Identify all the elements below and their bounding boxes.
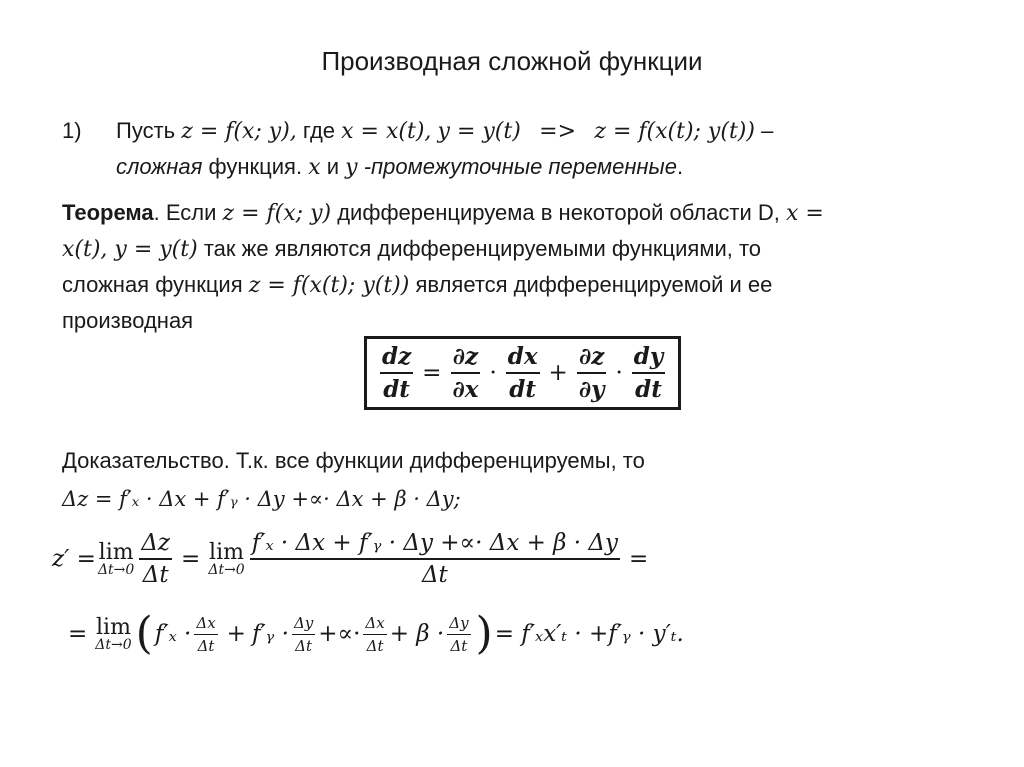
period: . [676,154,684,179]
beta-term: + β · [389,621,445,647]
expr-y: y = y(t) [437,119,521,144]
frac-big: $\frac{\text{f′ₓ · Δx + f′ᵧ · Δy +∝· Δx + β · Δy}}{\Delta t}$ [251,530,619,588]
theorem-line2 [62,232,761,267]
frac-dy-dt-small: $\frac{\Delta y}{\Delta t}$ [293,613,314,655]
eq-sign-2: = [181,546,201,572]
lim-3: lim Δt→0 [95,615,132,653]
right-paren: ) [475,608,493,659]
frac-dz-dt: $\frac{dz}{dt}$ [382,343,412,403]
lim-2: lim Δt→0 [208,540,245,578]
eq-sign: = [422,360,442,386]
item-number: 1) [62,118,82,143]
word-let: Пусть [116,118,176,143]
chain-rule-formula [364,336,681,410]
item1-line1 [116,114,773,149]
proof-line2: Δz = f′ₓ · Δx + f′ᵧ · Δy +∝· Δx + β · Δy; [62,487,461,511]
theorem-text3a: сложная функция [62,272,243,297]
theorem-line3 [62,268,772,303]
frac-dz-dx: $\frac{\partial z}{\partial x}$ [452,343,479,403]
word-intermediate: -промежуточные переменные [363,154,677,179]
theorem-expr1: z = f(x; y) [222,201,332,226]
theorem-expr3: z = f(x(t); y(t)) [248,273,410,298]
theorem-text2: так же являются дифференцируемыми функциями, то [203,236,762,261]
alpha-term: +∝· [318,621,361,647]
eq-sign-3: = [629,546,649,572]
frac-dy-dt: $\frac{dy}{dt}$ [633,343,664,403]
frac-dy-dt-small-2: $\frac{\Delta y}{\Delta t}$ [449,613,469,655]
proof-line1: Доказательство. Т.к. все функции дифференцируемы, то [62,448,645,473]
expr-composite: z = f(x(t); y(t)) [594,119,755,144]
lim-1: lim Δt→0 [97,540,135,578]
left-paren: ( [135,608,153,659]
result-term: = f′ₓx′ₜ · +f′ᵧ · y′ₜ. [494,621,684,647]
frac-dx-dt: $\frac{dx}{dt}$ [507,343,538,403]
dot-sign: · [489,360,497,386]
frac-dx-dt-small-2: $\frac{\Delta x}{\Delta t}$ [365,613,385,655]
frac-dx-dt-small: $\frac{\Delta x}{\Delta t}$ [196,613,216,655]
theorem-expr2: x(t), y = y(t) [62,237,198,262]
var-x: x [308,155,321,180]
fx-term: f′ₓ · [154,621,192,647]
item1-line2 [116,150,683,185]
word-function: функция. [208,154,303,179]
theorem-text1b: дифференцируема в некоторой области D, [337,200,780,225]
fy-term: f′ᵧ · [251,621,289,647]
z-prime: z′ = [52,546,96,572]
frac-delta-z-t: $\frac{\Delta z}{\Delta t}$ [141,530,171,588]
theorem-text1a: . Если [153,200,217,225]
plus-sign: + [548,360,568,386]
theorem-line1 [62,196,824,231]
word-complex: сложная [116,154,203,179]
var-y: y [345,155,358,180]
limit-line-2 [62,608,684,659]
expr-x: x = x(t), [341,119,432,144]
arrow: => [539,119,577,144]
eq-sign-4: = [68,621,88,647]
theorem-text3b: является дифференцируемой и ее [415,272,773,297]
theorem-line4: производная [62,308,194,333]
word-and: и [326,154,340,179]
frac-dz-dy: $\frac{\partial z}{\partial y}$ [578,343,605,403]
plus-sign-2: + [226,621,246,647]
dash: – [761,118,774,143]
dot-sign-2: · [615,360,623,386]
theorem-label: Теорема [62,200,154,225]
expr-z: z = f(x; y), [181,119,297,144]
slide-title: Производная сложной функции [321,46,703,76]
theorem-expr1b: x = [786,201,824,226]
limit-line-1 [52,530,654,588]
word-where: где [302,118,336,143]
